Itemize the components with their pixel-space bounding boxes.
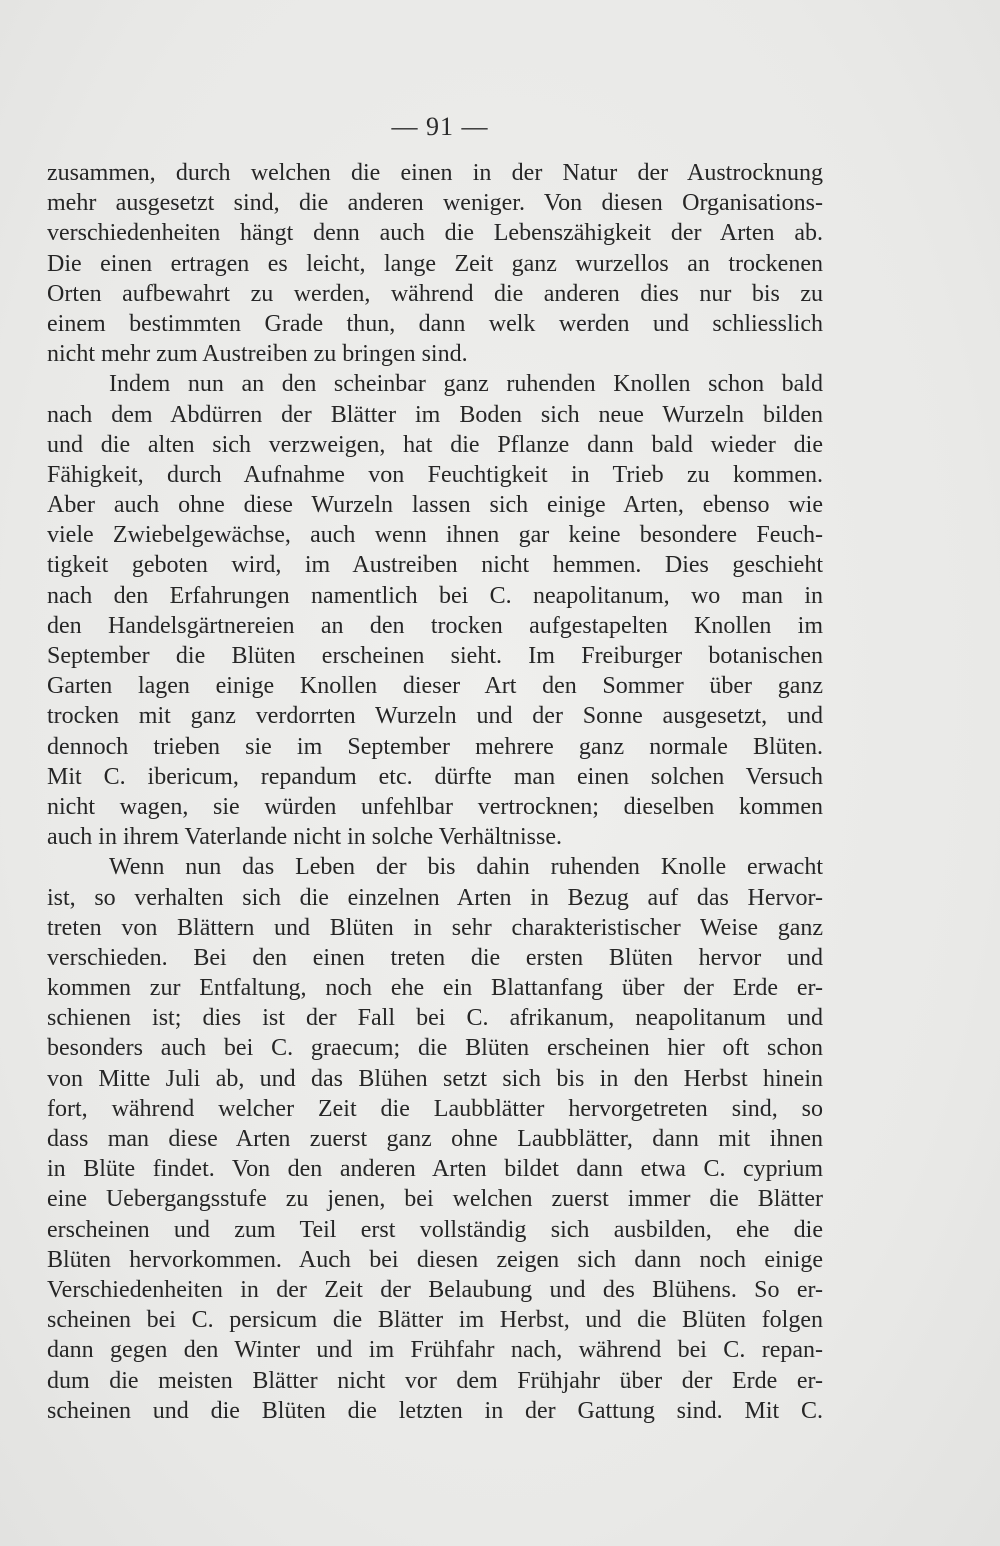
text-line: nicht mehr zum Austreiben zu bringen sind. [47,341,468,368]
text-line: Blüten hervorkommen. Auch bei diesen zeigen sich dann noch einige [47,1246,823,1273]
text-line: dann gegen den Winter und im Frühfahr nach, während bei C. repan- [47,1337,823,1364]
text-line: verschiedenheiten hängt denn auch die Lebenszähigkeit der Arten ab. [47,220,823,247]
paragraph [47,158,823,369]
text-line: ist, so verhalten sich die einzelnen Arten in Bezug auf das Hervor- [47,884,823,911]
text-line: treten von Blättern und Blüten in sehr charakteristischer Weise ganz [47,914,823,941]
text-line: einem bestimmten Grade thun, dann welk werden und schliesslich [47,310,823,337]
text-line: nicht wagen, sie würden unfehlbar vertrocknen; dieselben kommen [47,793,823,820]
text-line: schienen ist; dies ist der Fall bei C. afrikanum, neapolitanum und [47,1005,823,1032]
text-line: kommen zur Entfaltung, noch ehe ein Blattanfang über der Erde er- [47,975,823,1002]
paragraph [47,852,823,1426]
text-line: und die alten sich verzweigen, hat die Pflanze dann bald wieder die [47,431,823,458]
text-line: tigkeit geboten wird, im Austreiben nicht hemmen. Dies geschieht [47,552,823,579]
text-line: Wenn nun das Leben der bis dahin ruhenden Knolle erwacht [109,854,823,881]
text-line: zusammen, durch welchen die einen in der Natur der Austrocknung [47,160,823,186]
text-line: trocken mit ganz verdorrten Wurzeln und der Sonne ausgesetzt, und [47,703,823,730]
text-line: scheinen bei C. persicum die Blätter im Herbst, und die Blüten folgen [47,1307,823,1334]
text-line: besonders auch bei C. graecum; die Blüten erscheinen hier oft schon [47,1035,823,1062]
text-line: erscheinen und zum Teil erst vollständig sich ausbilden, ehe die [47,1216,823,1243]
text-line: verschieden. Bei den einen treten die ersten Blüten hervor und [47,944,823,971]
body-text [47,158,823,1426]
text-line: auch in ihrem Vaterlande nicht in solche Verhältnisse. [47,824,562,851]
text-line: in Blüte findet. Von den anderen Arten bildet dann etwa C. cyprium [47,1156,823,1183]
text-line: Die einen ertragen es leicht, lange Zeit ganz wurzellos an trockenen [47,250,823,277]
text-line: Indem nun an den scheinbar ganz ruhenden Knollen schon bald [109,371,823,398]
text-line: dass man diese Arten zuerst ganz ohne Laubblätter, dann mit ihnen [47,1126,823,1152]
text-line: von Mitte Juli ab, und das Blühen setzt sich bis in den Herbst hinein [47,1065,823,1092]
text-line: Verschiedenheiten in der Zeit der Belaubung und des Blühens. So er- [47,1276,823,1303]
paragraph [47,369,823,852]
text-line: fort, während welcher Zeit die Laubblätter hervorgetreten sind, so [47,1095,823,1122]
text-line: Garten lagen einige Knollen dieser Art den Sommer über ganz [47,673,823,700]
text-line: nach den Erfahrungen namentlich bei C. neapolitanum, wo man in [47,582,823,609]
text-line: den Handelsgärtnereien an den trocken aufgestapelten Knollen im [47,612,823,639]
text-line: dennoch trieben sie im September mehrere ganz normale Blüten. [47,733,823,760]
text-line: September die Blüten erscheinen sieht. Im Freiburger botanischen [47,643,823,669]
text-line: eine Uebergangsstufe zu jenen, bei welchen zuerst immer die Blätter [47,1186,823,1213]
text-line: Orten aufbewahrt zu werden, während die anderen dies nur bis zu [47,280,823,307]
text-line: viele Zwiebelgewächse, auch wenn ihnen gar keine besondere Feuch- [47,522,823,549]
page-number: — 91 — [391,112,489,141]
text-line: nach dem Abdürren der Blätter im Boden sich neue Wurzeln bilden [47,401,823,428]
text-line: scheinen und die Blüten die letzten in der Gattung sind. Mit C. [47,1397,823,1424]
text-line: mehr ausgesetzt sind, die anderen weniger. Von diesen Organisations- [47,190,823,217]
text-line: dum die meisten Blätter nicht vor dem Frühjahr über der Erde er- [47,1367,823,1394]
text-line: Aber auch ohne diese Wurzeln lassen sich einige Arten, ebenso wie [47,492,823,519]
text-line: Mit C. ibericum, repandum etc. dürfte man einen solchen Versuch [47,763,823,790]
text-line: Fähigkeit, durch Aufnahme von Feuchtigkeit in Trieb zu kommen. [47,461,823,488]
